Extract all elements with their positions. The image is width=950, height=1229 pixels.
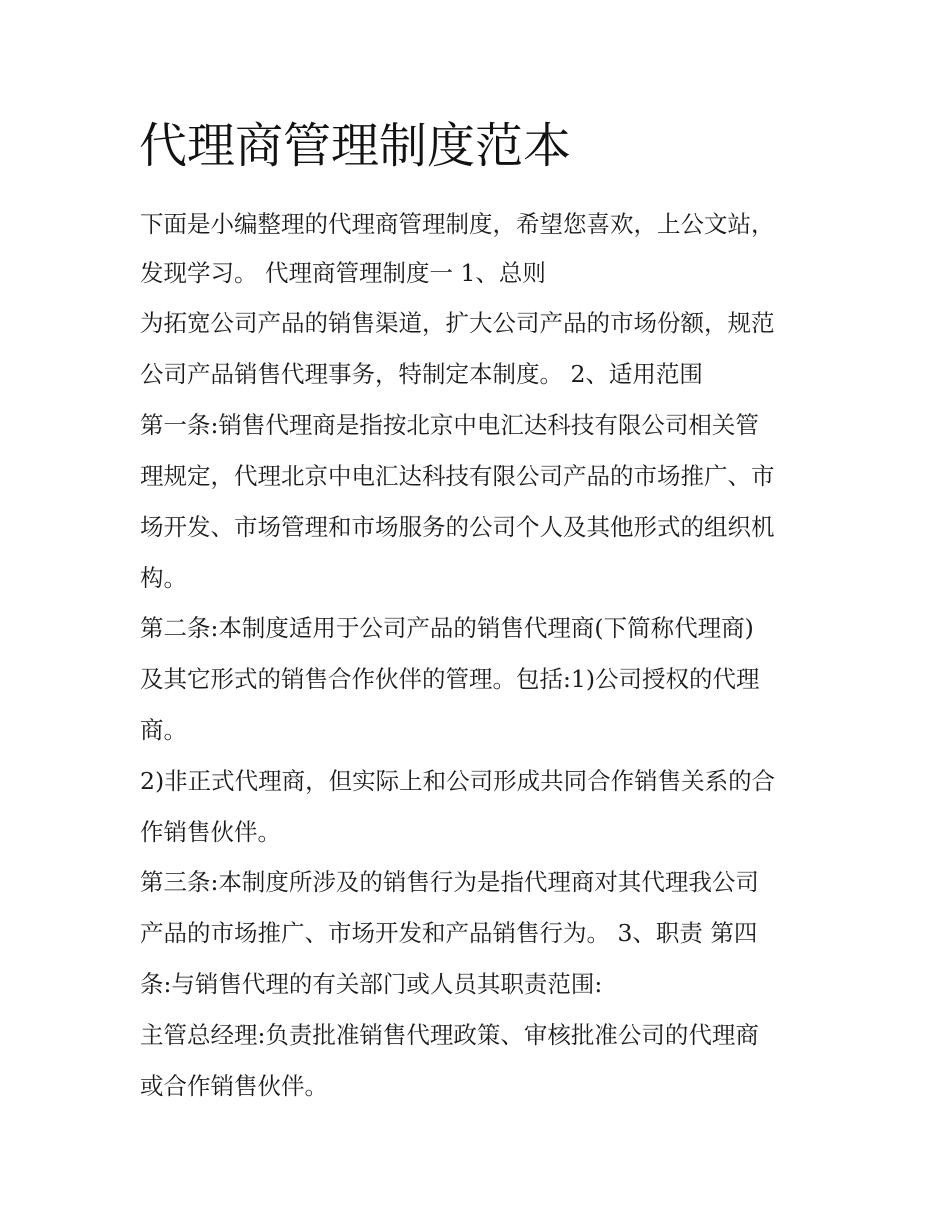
body-line-5: 第一条:销售代理商是指按北京中电汇达科技有限公司相关管 (140, 411, 759, 439)
body-line-4: 公司产品销售代理事务，特制定本制度。 2、适用范围 (140, 360, 703, 388)
body-line-9: 第二条:本制度适用于公司产品的销售代理商(下简称代理商) (140, 614, 754, 642)
body-line-13: 作销售伙伴。 (140, 818, 281, 846)
body-line-11: 商。 (140, 716, 187, 744)
body-line-15: 产品的市场推广、市场开发和产品销售行为。 3、职责 第四 (140, 919, 758, 947)
body-line-17: 主管总经理:负责批准销售代理政策、审核批准公司的代理商 (140, 1021, 759, 1049)
body-line-18: 或合作销售伙伴。 (140, 1072, 328, 1100)
body-line-1: 下面是小编整理的代理商管理制度，希望您喜欢，上公文站， (140, 210, 775, 238)
body-line-7: 场开发、市场管理和市场服务的公司个人及其他形式的组织机 (140, 513, 775, 541)
body-line-16: 条:与销售代理的有关部门或人员其职责范围: (140, 970, 603, 998)
body-line-3: 为拓宽公司产品的销售渠道，扩大公司产品的市场份额，规范 (140, 309, 775, 337)
body-line-6: 理规定，代理北京中电汇达科技有限公司产品的市场推广、市 (140, 462, 775, 490)
body-line-8: 构。 (140, 564, 187, 592)
body-line-2: 发现学习。 代理商管理制度一 1、总则 (140, 259, 546, 287)
document-title: 代理商管理制度范本 (139, 118, 572, 174)
body-line-12: 2)非正式代理商，但实际上和公司形成共同合作销售关系的合 (140, 767, 776, 795)
body-line-14: 第三条:本制度所涉及的销售行为是指代理商对其代理我公司 (140, 868, 759, 896)
body-line-10: 及其它形式的销售合作伙伴的管理。包括:1)公司授权的代理 (140, 665, 760, 693)
